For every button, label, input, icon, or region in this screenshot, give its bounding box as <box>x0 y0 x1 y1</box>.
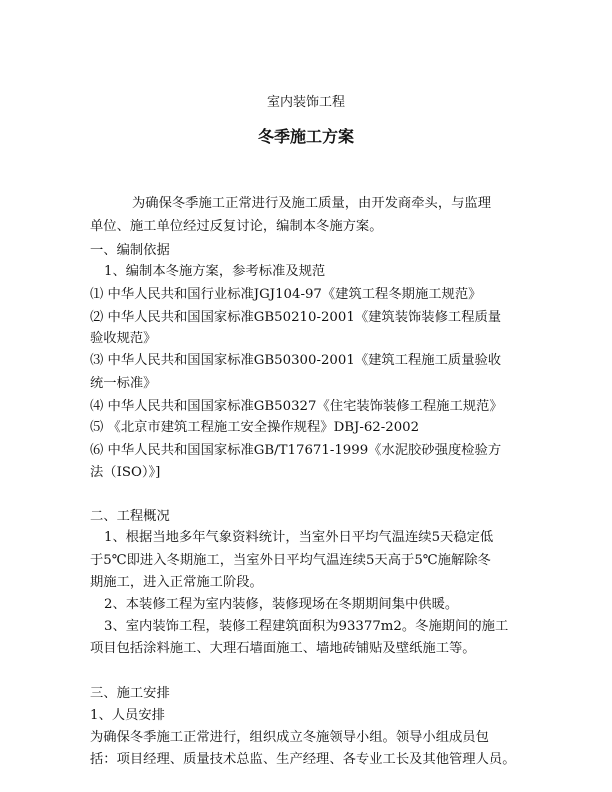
reference-line: 验收规范》 <box>90 331 157 346</box>
reference-line: 法（ISO）》] <box>90 465 161 480</box>
intro-line: 单位、施工单位经过反复讨论，编制本冬施方案。 <box>90 219 383 234</box>
arrangement-line: 为确保冬季施工正常进行，组织成立冬施领导小组。领导小组成员包 <box>90 730 489 745</box>
reference-line: ⑴ 中华人民共和国行业标准JGJ104-97《建筑工程冬期施工规范》 <box>90 287 482 302</box>
reference-line: ⑷ 中华人民共和国国家标准GB50327《住宅装饰装修工程施工规范》 <box>90 399 503 414</box>
section-heading: 三、施工安排 <box>90 686 170 701</box>
overview-line: 项目包括涂料施工、大理石墙面施工、墙地砖铺贴及壁纸施工等。 <box>90 641 476 656</box>
reference-line: 统一标准》 <box>90 376 157 391</box>
reference-line: ⑶ 中华人民共和国国家标准GB50300-2001《建筑工程施工质量验收 <box>90 353 502 368</box>
reference-line: ⑵ 中华人民共和国国家标准GB50210-2001《建筑装饰装修工程质量 <box>90 310 502 325</box>
section-item: 1、人员安排 <box>90 708 165 723</box>
section-heading: 二、工程概况 <box>90 509 170 524</box>
section-item: 1、编制本冬施方案，参考标准及规范 <box>104 264 326 279</box>
overview-line: 1、根据当地多年气象资料统计，当室外日平均气温连续5天稳定低 <box>104 530 494 545</box>
document-title: 冬季施工方案 <box>257 127 354 146</box>
overview-line: 2、本装修工程为室内装修，装修现场在冬期期间集中供暖。 <box>104 597 459 612</box>
reference-line: ⑹ 中华人民共和国国家标准GB/T17671-1999《水泥胶砂强度检验方 <box>90 443 502 458</box>
section-heading: 一、编制依据 <box>90 243 170 258</box>
overview-line: 3、室内装饰工程，装修工程建筑面积为93377m2。冬施期间的施工 <box>104 619 509 634</box>
arrangement-line: 括：项目经理、质量技术总监、生产经理、各专业工长及其他管理人员。 <box>90 752 516 767</box>
reference-line: ⑸ 《北京市建筑工程施工安全操作规程》DBJ-62-2002 <box>90 420 420 435</box>
document-subtitle: 室内装饰工程 <box>266 95 345 110</box>
intro-line: 为确保冬季施工正常进行及施工质量，由开发商牵头，与监理 <box>132 196 492 211</box>
overview-line: 于5℃即进入冬期施工，当室外日平均气温连续5天高于5℃施解除冬 <box>90 553 491 568</box>
overview-line: 期施工，进入正常施工阶段。 <box>90 575 263 590</box>
